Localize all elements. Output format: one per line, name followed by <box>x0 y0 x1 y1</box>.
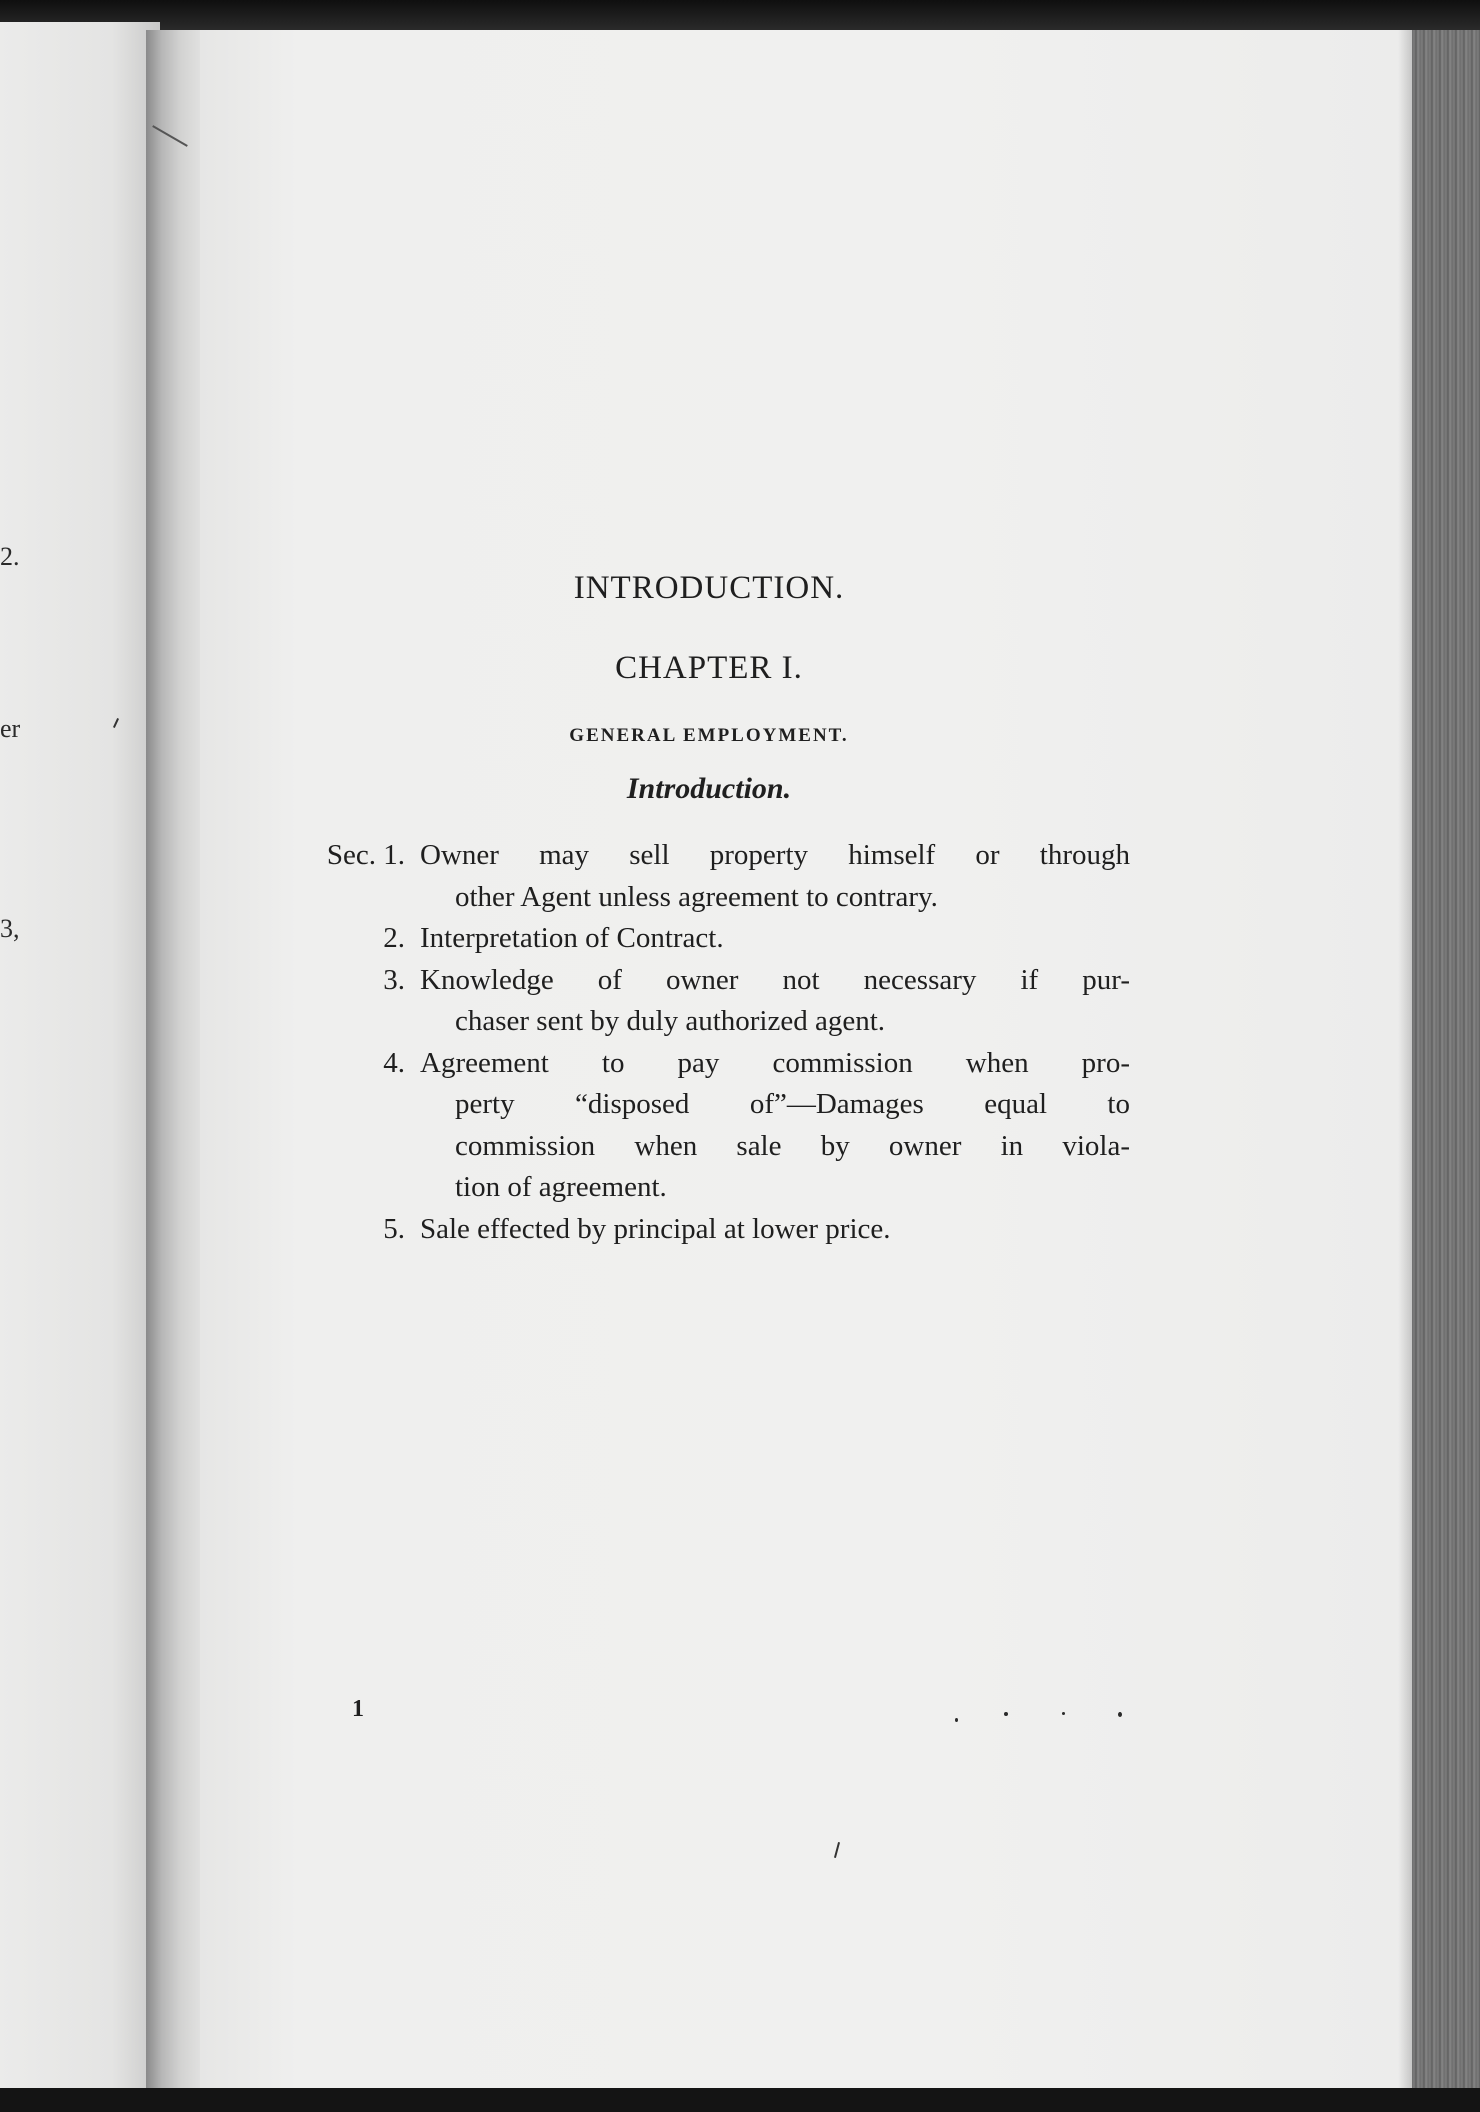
section-line: Sale effected by principal at lower price. <box>420 1212 891 1245</box>
section-number: 2. <box>383 922 405 954</box>
previous-page-fragment: 3, <box>0 914 20 943</box>
scan-top-border <box>0 0 1480 30</box>
binding-gutter-shadow <box>146 30 208 2092</box>
section-text <box>420 960 1130 1043</box>
section-text <box>420 835 1130 918</box>
page-heading: INTRODUCTION. <box>573 570 845 606</box>
section-list <box>300 835 1130 1250</box>
section-number: 3. <box>383 963 405 996</box>
section-title: Introduction. <box>626 772 792 805</box>
section-line: Agreement to pay commission when pro- <box>420 1046 1130 1079</box>
section-entry <box>300 918 1130 960</box>
scan-speck <box>1062 1712 1065 1715</box>
chapter-subtitle: GENERAL EMPLOYMENT. <box>569 725 849 746</box>
section-number: 4. <box>383 1046 405 1079</box>
previous-page <box>0 22 160 2094</box>
section-text <box>420 918 1130 960</box>
section-line: chaser sent by duly authorized agent. <box>455 1005 886 1037</box>
section-line: other Agent unless agreement to contrary. <box>455 880 938 913</box>
section-line: perty “disposed of”—Damages equal to <box>455 1088 1130 1120</box>
page-number: 1 <box>352 1696 364 1722</box>
chapter-title: CHAPTER I. <box>615 650 803 686</box>
section-line: tion of agreement. <box>455 1171 667 1203</box>
section-text <box>420 1043 1130 1209</box>
book-page-edges <box>1412 30 1480 2092</box>
section-text <box>420 1209 1130 1251</box>
scan-speck <box>1118 1712 1122 1717</box>
section-entry <box>300 835 1130 918</box>
section-number: 5. <box>383 1212 405 1245</box>
section-entry <box>300 1043 1130 1209</box>
scan-speck <box>1004 1712 1008 1716</box>
scan-bottom-border <box>0 2088 1480 2112</box>
section-line: Owner may sell property himself or through <box>420 839 1130 871</box>
section-line: commission when sale by owner in viola- <box>455 1129 1130 1162</box>
scan-speck <box>955 1718 958 1722</box>
section-line: Interpretation of Contract. <box>420 922 724 954</box>
section-line: Knowledge of owner not necessary if pur- <box>420 963 1130 996</box>
previous-page-fragment: er <box>0 714 21 743</box>
previous-page-fragment: 2. <box>0 542 20 571</box>
section-entry <box>300 1209 1130 1251</box>
section-entry <box>300 960 1130 1043</box>
section-number: Sec. 1. <box>326 839 405 871</box>
